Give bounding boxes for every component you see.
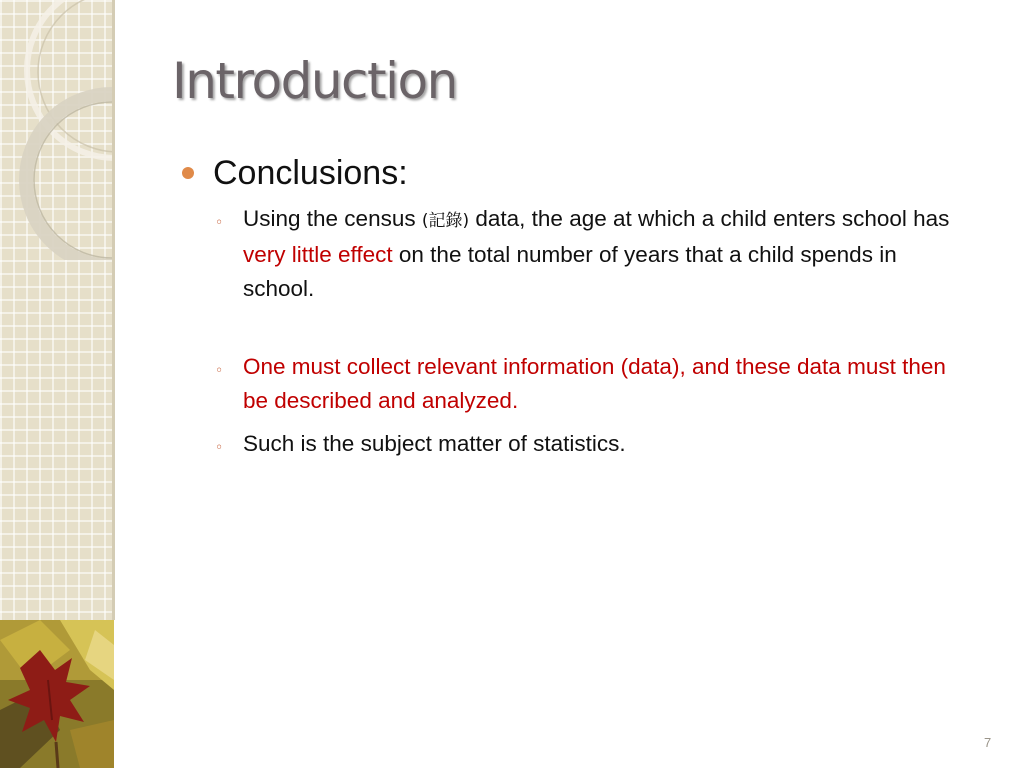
hollow-circle-icon: ◦ bbox=[215, 363, 224, 379]
sub-bullet-2-text: One must collect relevant information (data), and these data must then be described and analyzed. bbox=[243, 354, 946, 413]
sub-bullet-item-1 bbox=[182, 202, 968, 306]
slide-title: Introduction bbox=[172, 52, 457, 110]
main-bullet-item bbox=[182, 148, 982, 198]
side-panel-edge bbox=[112, 0, 115, 620]
sub-bullet-1-text-before: Using the census bbox=[243, 206, 422, 231]
page-number: 7 bbox=[984, 735, 992, 750]
slide-content bbox=[182, 148, 982, 461]
main-bullet-text: Conclusions: bbox=[213, 154, 408, 192]
sub-bullet-item-2 bbox=[182, 350, 968, 418]
sub-bullet-1-cjk: (記錄) bbox=[421, 211, 470, 231]
decorative-rings bbox=[0, 0, 114, 260]
sub-bullet-3-text: Such is the subject matter of statistics. bbox=[243, 431, 626, 456]
maple-leaf-icon bbox=[0, 620, 114, 768]
hollow-circle-icon: ◦ bbox=[215, 215, 224, 231]
sub-bullet-1-text-after: on the total number of years that a child spends in school. bbox=[243, 242, 897, 301]
hollow-circle-icon: ◦ bbox=[215, 440, 224, 456]
sub-bullet-1-highlight: very little effect bbox=[243, 242, 393, 267]
sub-bullet-1-text-mid: data, the age at which a child enters school has bbox=[469, 206, 950, 231]
sub-bullet-item-3 bbox=[182, 427, 968, 461]
decorative-side-panel bbox=[0, 0, 114, 768]
filled-circle-icon bbox=[182, 167, 194, 179]
